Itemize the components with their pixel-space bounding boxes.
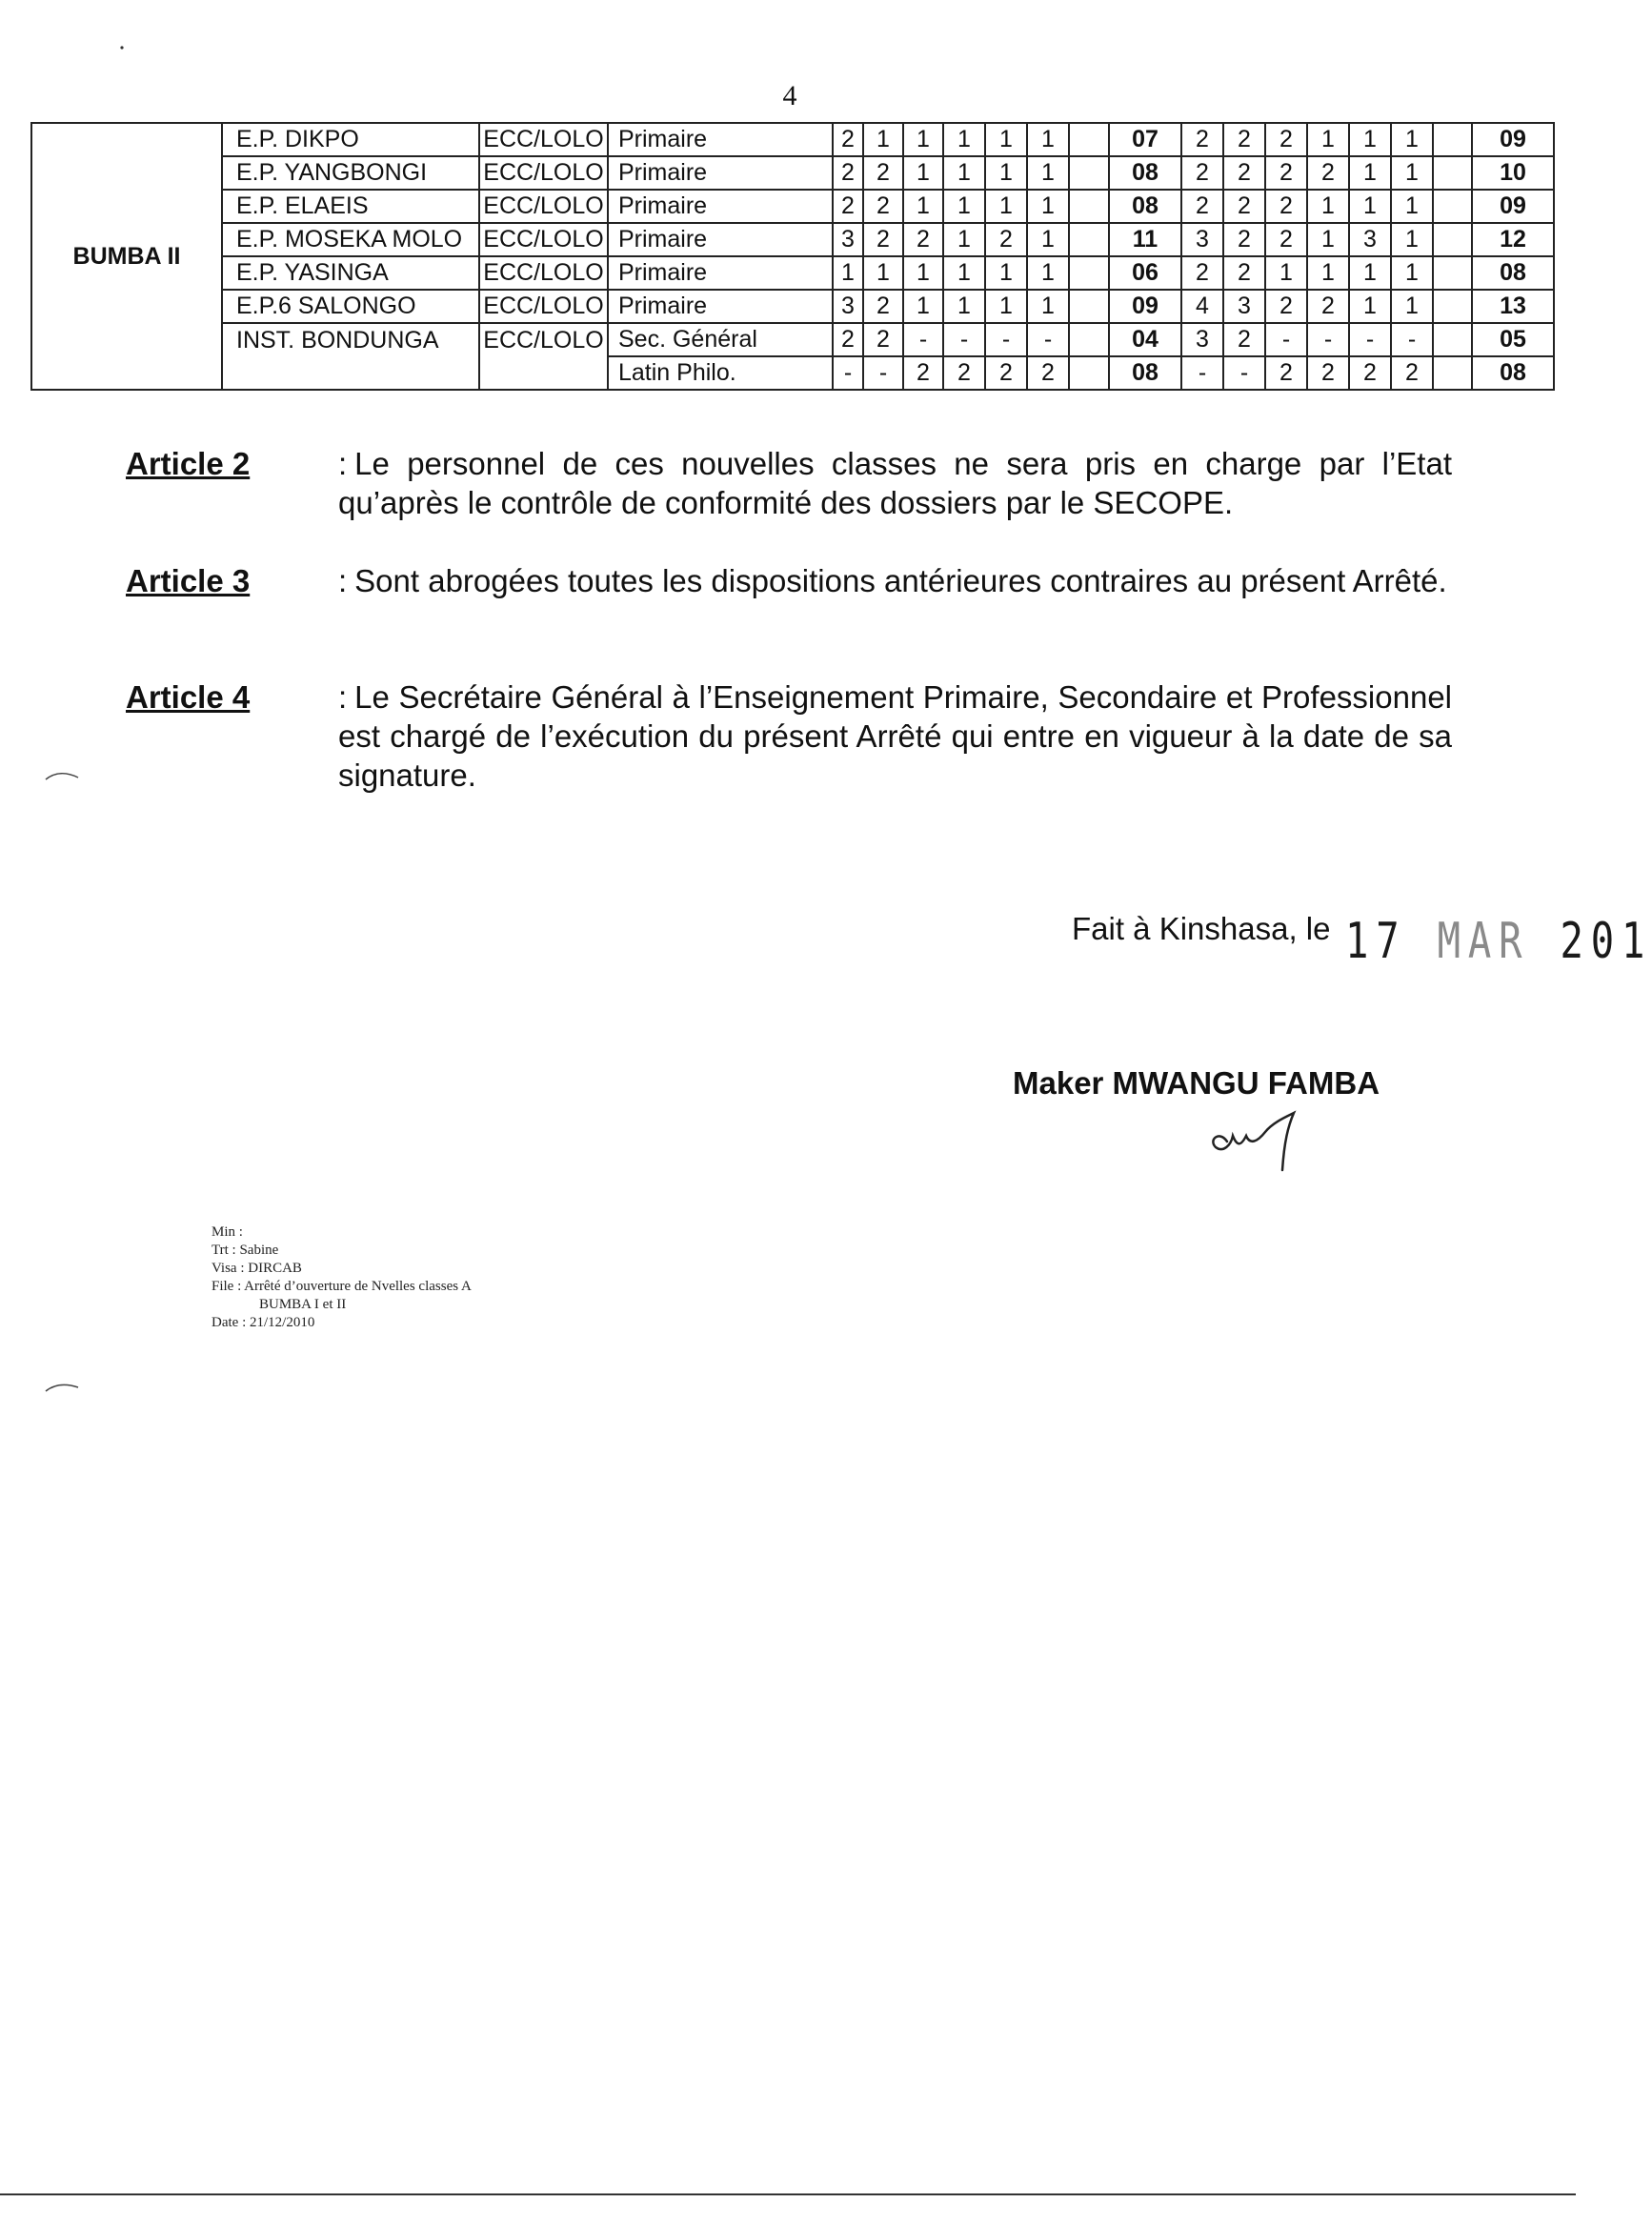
count-cell: 1 xyxy=(1307,123,1349,156)
article-label: Article 2 xyxy=(126,446,251,481)
count-cell: 1 xyxy=(1349,190,1391,223)
level-cell: Primaire xyxy=(608,156,833,190)
level-cell: Primaire xyxy=(608,290,833,323)
total-cell: 09 xyxy=(1472,190,1554,223)
count-cell: 2 xyxy=(863,223,903,256)
school-name-cell: E.P. DIKPO xyxy=(222,123,479,156)
level-cell: Latin Philo. xyxy=(608,356,833,390)
count-cell: - xyxy=(1265,323,1307,356)
count-cell: 1 xyxy=(903,156,943,190)
place-and-date-text: Fait à Kinshasa, le xyxy=(1072,911,1331,946)
count-cell: 2 xyxy=(1181,190,1223,223)
count-cell: 2 xyxy=(1265,223,1307,256)
count-cell: 1 xyxy=(985,156,1027,190)
count-cell: 1 xyxy=(1027,156,1069,190)
stamp-month: MAR xyxy=(1437,913,1530,970)
count-cell: 1 xyxy=(1349,123,1391,156)
count-cell: - xyxy=(833,356,863,390)
network-cell: ECC/LOLO xyxy=(479,290,608,323)
count-cell: 2 xyxy=(1181,256,1223,290)
count-cell: 1 xyxy=(985,190,1027,223)
count-cell: 2 xyxy=(903,223,943,256)
count-cell: 2 xyxy=(833,123,863,156)
count-cell: 1 xyxy=(1391,123,1433,156)
table-row xyxy=(31,190,1554,223)
total-cell: 05 xyxy=(1472,323,1554,356)
count-cell: 2 xyxy=(833,156,863,190)
meta-line: BUMBA I et II xyxy=(259,1297,347,1312)
spacer-cell xyxy=(1069,290,1109,323)
count-cell: 2 xyxy=(1223,323,1265,356)
count-cell: 1 xyxy=(1391,190,1433,223)
count-cell: 2 xyxy=(1349,356,1391,390)
meta-line: Trt : Sabine xyxy=(212,1243,279,1258)
count-cell: 2 xyxy=(903,356,943,390)
count-cell: 2 xyxy=(1223,123,1265,156)
school-name-cell: E.P.6 SALONGO xyxy=(222,290,479,323)
count-cell: 1 xyxy=(903,290,943,323)
article-text: Le Secrétaire Général à l’Enseignement Primaire, Secondaire et Professionnel est chargé de l’exécution du présent Arrêté qui entre en vigueur à la date de sa signature. xyxy=(338,679,1452,793)
count-cell: 1 xyxy=(903,256,943,290)
count-cell: 2 xyxy=(1223,256,1265,290)
meta-line: Visa : DIRCAB xyxy=(212,1261,302,1276)
spacer-cell xyxy=(1433,223,1472,256)
count-cell: - xyxy=(863,356,903,390)
count-cell: 2 xyxy=(985,223,1027,256)
count-cell: - xyxy=(1027,323,1069,356)
count-cell: 1 xyxy=(903,123,943,156)
article-colon: : xyxy=(338,679,348,715)
spacer-cell xyxy=(1433,156,1472,190)
meta-line: Date : 21/12/2010 xyxy=(212,1315,315,1330)
level-cell: Primaire xyxy=(608,223,833,256)
count-cell: 1 xyxy=(985,256,1027,290)
count-cell: - xyxy=(943,323,985,356)
network-cell: ECC/LOLO xyxy=(479,156,608,190)
total-cell: 08 xyxy=(1109,190,1181,223)
count-cell: - xyxy=(1391,323,1433,356)
count-cell: 1 xyxy=(1307,256,1349,290)
count-cell: 1 xyxy=(943,123,985,156)
total-cell: 13 xyxy=(1472,290,1554,323)
scan-mark xyxy=(44,768,82,783)
bottom-scan-edge xyxy=(0,2193,1576,2195)
school-name-cell: INST. BONDUNGA xyxy=(222,323,479,356)
count-cell: 1 xyxy=(1027,190,1069,223)
total-cell: 08 xyxy=(1472,356,1554,390)
total-cell: 06 xyxy=(1109,256,1181,290)
article-colon: : xyxy=(338,446,348,481)
scan-mark xyxy=(44,1380,82,1395)
total-cell: 08 xyxy=(1472,256,1554,290)
count-cell: 1 xyxy=(943,256,985,290)
count-cell: 2 xyxy=(1391,356,1433,390)
count-cell: 2 xyxy=(943,356,985,390)
spacer-cell xyxy=(1433,256,1472,290)
count-cell: 2 xyxy=(1265,290,1307,323)
table-row xyxy=(31,123,1554,156)
school-name-cell: E.P. MOSEKA MOLO xyxy=(222,223,479,256)
count-cell: - xyxy=(1307,323,1349,356)
count-cell: 2 xyxy=(1223,223,1265,256)
stamp-year: 201 xyxy=(1560,913,1652,970)
stamp-day: 17 xyxy=(1345,913,1407,970)
count-cell: 3 xyxy=(833,290,863,323)
table-body xyxy=(31,123,1554,390)
count-cell: 1 xyxy=(863,123,903,156)
count-cell: 1 xyxy=(1349,156,1391,190)
level-cell: Sec. Général xyxy=(608,323,833,356)
count-cell: 2 xyxy=(1027,356,1069,390)
count-cell: 1 xyxy=(1349,290,1391,323)
network-cell: ECC/LOLO xyxy=(479,223,608,256)
meta-line: File : Arrêté d’ouverture de Nvelles classes A xyxy=(212,1279,472,1294)
table-row xyxy=(31,256,1554,290)
count-cell: 3 xyxy=(1181,223,1223,256)
count-cell: 1 xyxy=(863,256,903,290)
signer-name: Maker MWANGU FAMBA xyxy=(1013,1065,1380,1101)
schools-table xyxy=(30,122,1555,391)
count-cell: 1 xyxy=(1265,256,1307,290)
total-cell: 07 xyxy=(1109,123,1181,156)
count-cell: 1 xyxy=(943,190,985,223)
count-cell: 2 xyxy=(1265,190,1307,223)
spacer-cell xyxy=(1069,156,1109,190)
count-cell: 3 xyxy=(1223,290,1265,323)
spacer-cell xyxy=(1433,190,1472,223)
article-label: Article 3 xyxy=(126,563,251,598)
total-cell: 08 xyxy=(1109,156,1181,190)
file-reference-block xyxy=(212,1223,472,1332)
count-cell: 1 xyxy=(1349,256,1391,290)
count-cell: 1 xyxy=(833,256,863,290)
total-cell: 08 xyxy=(1109,356,1181,390)
date-stamp xyxy=(1345,913,1652,970)
count-cell: 1 xyxy=(1307,223,1349,256)
spacer-cell xyxy=(1069,323,1109,356)
count-cell: - xyxy=(1349,323,1391,356)
table-row xyxy=(31,290,1554,323)
count-cell: - xyxy=(985,323,1027,356)
table-row xyxy=(31,156,1554,190)
count-cell: 1 xyxy=(985,123,1027,156)
count-cell: 1 xyxy=(1027,223,1069,256)
spacer-cell xyxy=(1069,256,1109,290)
spacer-cell xyxy=(1433,323,1472,356)
count-cell: 2 xyxy=(1307,156,1349,190)
article-text: Le personnel de ces nouvelles classes ne sera pris en charge par l’Etat qu’après le contrôle de conformité des dossiers par le SECOPE. xyxy=(338,446,1452,520)
count-cell: 2 xyxy=(1265,156,1307,190)
spacer-cell xyxy=(1069,123,1109,156)
spacer-cell xyxy=(1433,356,1472,390)
count-cell: 2 xyxy=(833,190,863,223)
count-cell: - xyxy=(1181,356,1223,390)
scan-speck xyxy=(112,38,131,57)
group-label: BUMBA II xyxy=(31,123,222,390)
total-cell: 12 xyxy=(1472,223,1554,256)
level-cell: Primaire xyxy=(608,190,833,223)
network-cell: ECC/LOLO xyxy=(479,256,608,290)
count-cell: - xyxy=(1223,356,1265,390)
count-cell: 2 xyxy=(863,190,903,223)
count-cell: 2 xyxy=(1307,290,1349,323)
count-cell: 1 xyxy=(1307,190,1349,223)
count-cell: 1 xyxy=(943,156,985,190)
count-cell: 1 xyxy=(985,290,1027,323)
total-cell: 09 xyxy=(1109,290,1181,323)
count-cell: 1 xyxy=(1027,256,1069,290)
spacer-cell xyxy=(1069,190,1109,223)
table-row xyxy=(31,223,1554,256)
count-cell: 2 xyxy=(1181,123,1223,156)
total-cell: 04 xyxy=(1109,323,1181,356)
count-cell: 2 xyxy=(1265,356,1307,390)
count-cell: - xyxy=(903,323,943,356)
school-name-cell: E.P. ELAEIS xyxy=(222,190,479,223)
count-cell: 2 xyxy=(863,290,903,323)
school-name-cell: E.P. YANGBONGI xyxy=(222,156,479,190)
count-cell: 2 xyxy=(1223,156,1265,190)
handwritten-signature xyxy=(1199,1103,1313,1180)
spacer-cell xyxy=(1433,123,1472,156)
page-number: 4 xyxy=(782,80,797,111)
count-cell: 3 xyxy=(1181,323,1223,356)
spacer-cell xyxy=(1433,290,1472,323)
article-colon: : xyxy=(338,563,348,598)
count-cell: 2 xyxy=(833,323,863,356)
count-cell: 2 xyxy=(1265,123,1307,156)
count-cell: 1 xyxy=(1027,290,1069,323)
count-cell: 1 xyxy=(1027,123,1069,156)
article-text: Sont abrogées toutes les dispositions antérieures contraires au présent Arrêté. xyxy=(354,563,1447,598)
school-name-cell: E.P. YASINGA xyxy=(222,256,479,290)
total-cell: 11 xyxy=(1109,223,1181,256)
count-cell: 1 xyxy=(1391,156,1433,190)
count-cell: 1 xyxy=(1391,290,1433,323)
level-cell: Primaire xyxy=(608,256,833,290)
count-cell: 1 xyxy=(903,190,943,223)
count-cell: 3 xyxy=(1349,223,1391,256)
count-cell: 2 xyxy=(985,356,1027,390)
table-row xyxy=(31,323,1554,356)
count-cell: 2 xyxy=(1307,356,1349,390)
network-cell: ECC/LOLO xyxy=(479,123,608,156)
network-cell: ECC/LOLO xyxy=(479,190,608,223)
count-cell: 1 xyxy=(943,290,985,323)
count-cell: 2 xyxy=(863,323,903,356)
network-cell xyxy=(479,356,608,390)
article-label: Article 4 xyxy=(126,679,251,715)
total-cell: 09 xyxy=(1472,123,1554,156)
total-cell: 10 xyxy=(1472,156,1554,190)
meta-line: Min : xyxy=(212,1224,243,1240)
table-row xyxy=(31,356,1554,390)
spacer-cell xyxy=(1069,223,1109,256)
school-name-cell xyxy=(222,356,479,390)
count-cell: 1 xyxy=(1391,256,1433,290)
count-cell: 1 xyxy=(1391,223,1433,256)
count-cell: 2 xyxy=(1223,190,1265,223)
level-cell: Primaire xyxy=(608,123,833,156)
network-cell: ECC/LOLO xyxy=(479,323,608,356)
count-cell: 3 xyxy=(833,223,863,256)
count-cell: 4 xyxy=(1181,290,1223,323)
count-cell: 1 xyxy=(943,223,985,256)
count-cell: 2 xyxy=(1181,156,1223,190)
count-cell: 2 xyxy=(863,156,903,190)
spacer-cell xyxy=(1069,356,1109,390)
